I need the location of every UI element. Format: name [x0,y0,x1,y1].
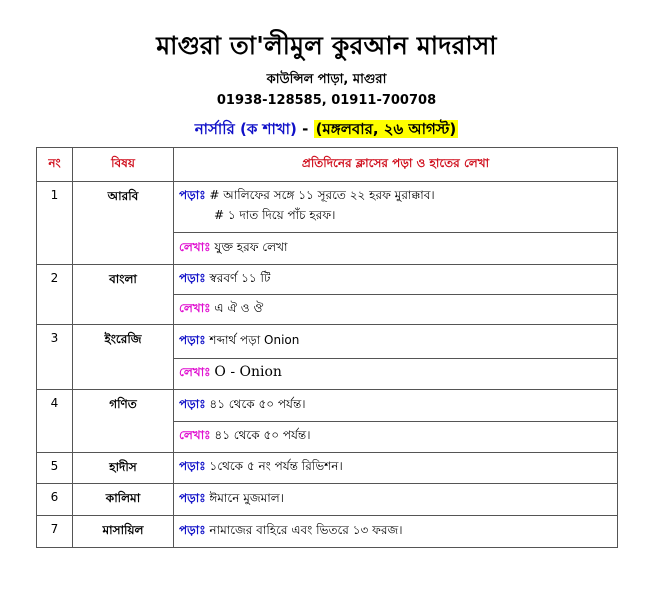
read-label: পড়াঃ [179,396,206,411]
row-subject: আরবি [73,182,174,265]
read-cell [174,390,618,422]
row-subject: কালিমা [73,484,174,516]
table-row [37,390,618,422]
row-subject: মাসায়িল [73,516,174,548]
table-row [37,182,618,233]
read-text: ১থেকে ৫ নং পর্যন্ত রিভিশন। [209,459,343,473]
row-number: 7 [37,516,73,548]
row-subject: হাদীস [73,453,174,484]
write-cell [174,359,618,390]
row-number: 4 [37,390,73,453]
table-row [37,325,618,359]
date-label: (মঙ্গলবার, ২৬ আগস্ট) [315,120,457,138]
row-subject: বাংলা [73,265,174,325]
table-row [37,484,618,516]
class-label: নার্সারি (ক শাখা) [194,120,297,138]
routine-table [36,147,618,548]
table-header-row [37,148,618,182]
read-text-line2: # ১ দাত দিয়ে পাঁচ হরফ। [214,208,336,222]
write-text: যুক্ত হরফ লেখা [214,239,288,254]
read-text: ঈমানে মুজমাল। [209,490,284,505]
read-label: পড়াঃ [179,459,206,473]
read-label: পড়াঃ [179,522,206,537]
table-row [37,265,618,295]
read-label: পড়াঃ [179,490,206,505]
table-row [37,453,618,484]
heading-dash: - [296,120,314,138]
write-text: ৪১ থেকে ৫০ পর্যন্ত। [214,428,311,442]
row-subject: গণিত [73,390,174,453]
header-no: নং [37,148,73,182]
write-cell [174,233,618,265]
row-number: 6 [37,484,73,516]
read-cell [174,453,618,484]
write-label: লেখাঃ [179,365,211,379]
row-subject: ইংরেজি [73,325,174,390]
row-number: 3 [37,325,73,390]
read-cell [174,265,618,295]
write-cell [174,295,618,325]
read-text: স্বরবর্ণ ১১ টি [209,270,271,285]
header-subject: বিষয় [73,148,174,182]
row-number: 1 [37,182,73,265]
read-cell [174,325,618,359]
read-label: পড়াঃ [179,270,206,285]
write-label: লেখাঃ [179,428,211,442]
read-text: নামাজের বাহিরে এবং ভিতরে ১৩ ফরজ। [209,522,403,537]
row-number: 2 [37,265,73,325]
read-cell [174,516,618,548]
table-row [37,516,618,548]
write-label: লেখাঃ [179,239,211,254]
read-text: ৪১ থেকে ৫০ পর্যন্ত। [209,396,306,411]
write-text: O - Onion [214,364,282,380]
read-text: শব্দার্থ পড়া Onion [209,332,300,347]
write-label: লেখাঃ [179,300,211,315]
read-label: পড়াঃ [179,332,206,347]
write-text: এ ঐ ও ঔ [214,300,264,315]
contact-phones: 01938-128585, 01911-700708 [216,93,437,108]
write-cell [174,422,618,453]
read-text: # আলিফের সঙ্গে ১১ সূরতে ২২ হরফ মুরাক্কাব। [209,188,435,202]
read-cell [174,182,618,233]
madrasa-address: কাউন্সিল পাড়া, মাগুরা [266,72,387,87]
class-date-heading [0,118,653,143]
madrasa-title: মাগুরা তা'লীমুল কুরআন মাদরাসা [156,31,497,60]
read-label: পড়াঃ [179,188,206,202]
row-number: 5 [37,453,73,484]
header-work: প্রতিদিনের ক্লাসের পড়া ও হাতের লেখা [174,148,618,182]
read-cell [174,484,618,516]
